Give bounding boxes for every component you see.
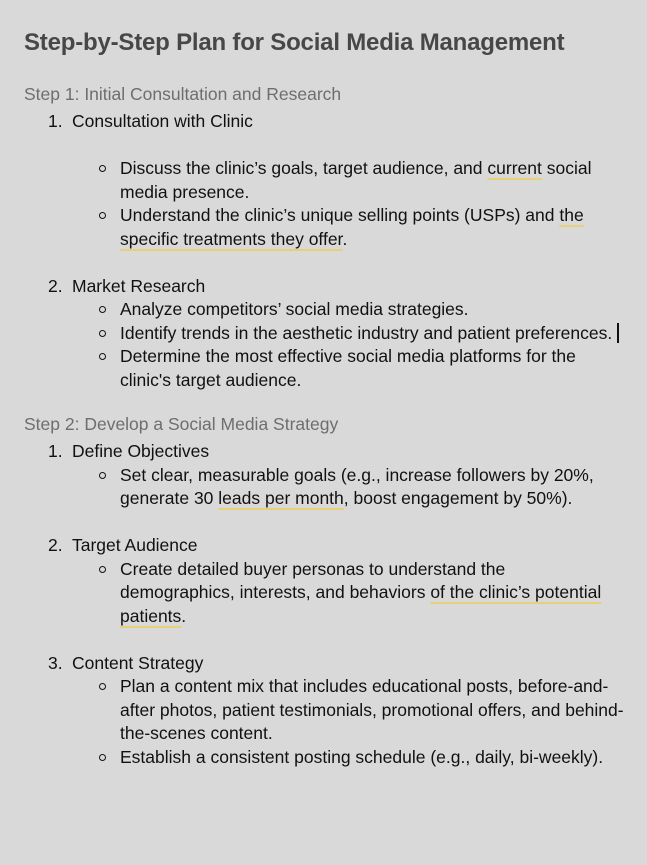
bullet-item: Analyze competitors’ social media strategies. — [120, 298, 624, 322]
bullet-item — [120, 204, 624, 251]
bullet-text: social media presence. — [120, 158, 592, 202]
bullet-item — [120, 558, 624, 629]
bullet-text: Set clear, measurable goals (e.g., increase followers by 20%, generate 30 — [120, 464, 594, 508]
item-title: Target Audience — [72, 535, 198, 555]
suggestion-underline[interactable]: of the clinic’s potential patients — [120, 582, 602, 626]
bullet-text: , boost engagement by 50%). — [343, 488, 573, 508]
item-number: 2. — [48, 535, 63, 555]
bullet-text: Understand the clinic’s unique selling points (USPs) and — [120, 205, 560, 225]
bullet-item: Establish a consistent posting schedule (e.g., daily, bi-weekly). — [120, 746, 624, 770]
bullet-text: Discuss the clinic’s goals, target audience, and — [120, 158, 488, 178]
step-2-heading: Step 2: Develop a Social Media Strategy — [24, 414, 339, 434]
item-number: 3. — [48, 652, 63, 673]
list-item — [48, 440, 624, 511]
list-item — [48, 275, 624, 393]
bullet-item — [120, 322, 624, 346]
suggestion-underline[interactable]: leads per month — [218, 488, 344, 508]
bullet-list — [72, 157, 624, 251]
bullet-list — [72, 298, 624, 392]
item-title: Consultation with Clinic — [72, 111, 253, 131]
bullet-list — [72, 464, 624, 511]
list-item — [48, 534, 624, 628]
item-number: 1. — [48, 441, 63, 461]
suggestion-underline[interactable]: the specific treatments they offer — [120, 205, 584, 249]
item-number: 1. — [48, 111, 63, 131]
bullet-text: Identify trends in the aesthetic industry and patient preferences. — [120, 322, 613, 343]
step-1-list — [24, 110, 624, 392]
bullet-list — [72, 675, 624, 769]
bullet-text: . — [181, 605, 187, 626]
bullet-item — [120, 157, 624, 204]
bullet-text: . — [342, 228, 348, 249]
bullet-item — [120, 464, 624, 511]
bullet-text: Create detailed buyer personas to understand the demographics, interests, and behaviors — [120, 558, 506, 602]
step-2-list — [24, 440, 624, 769]
document[interactable] — [24, 28, 624, 769]
item-title: Market Research — [72, 275, 206, 296]
list-item — [48, 652, 624, 770]
bullet-item: Determine the most effective social media platforms for the clinic's target audience. — [120, 345, 624, 392]
item-title: Define Objectives — [72, 441, 210, 461]
page-title: Step-by-Step Plan for Social Media Management — [24, 29, 565, 56]
text-cursor — [617, 323, 619, 343]
suggestion-underline[interactable]: current — [487, 158, 542, 178]
step-1-heading: Step 1: Initial Consultation and Research — [24, 84, 342, 104]
item-title: Content Strategy — [72, 652, 204, 673]
bullet-item: Plan a content mix that includes educational posts, before-and-after photos, patient testimonials, promotional offers, and behind-the-scenes content. — [120, 675, 624, 746]
list-item — [48, 110, 624, 251]
item-number: 2. — [48, 275, 63, 296]
bullet-list — [72, 558, 624, 629]
